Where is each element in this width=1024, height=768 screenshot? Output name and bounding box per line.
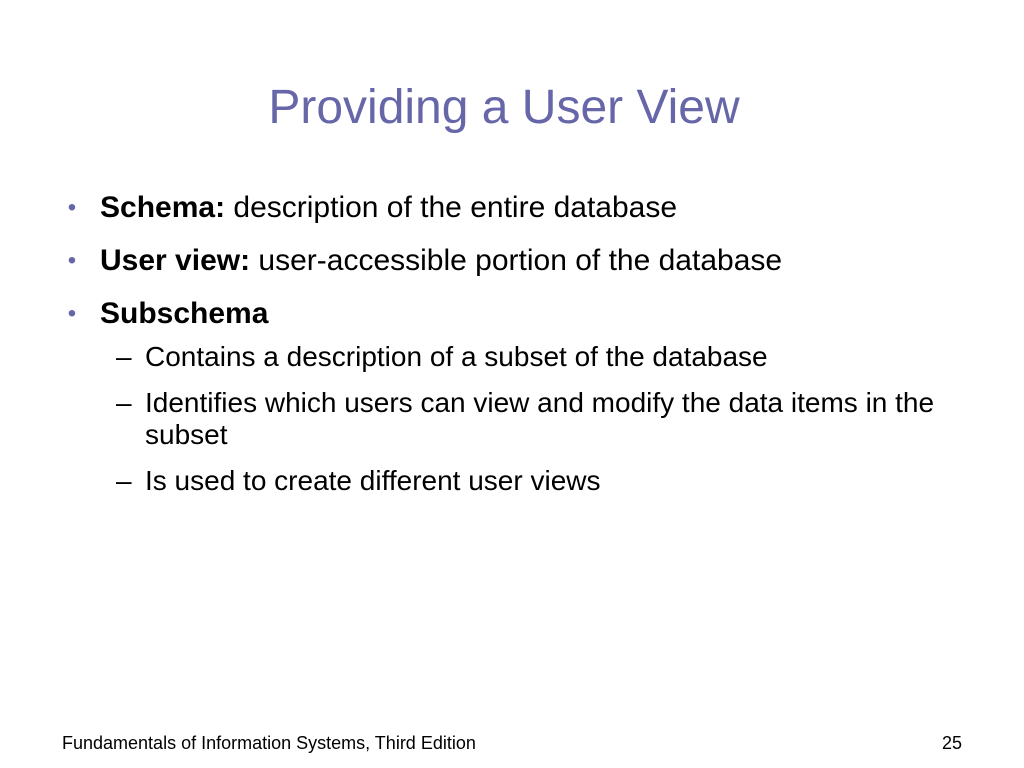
bullet-term: Subschema bbox=[100, 297, 269, 330]
sub-bullet-text: Is used to create different user views bbox=[145, 465, 601, 496]
bullet-user-view bbox=[58, 243, 978, 279]
bullet-marker: • bbox=[67, 247, 77, 274]
bullet-term: Schema: bbox=[100, 191, 226, 224]
bullet-marker: • bbox=[67, 194, 77, 221]
bullet-subschema bbox=[58, 296, 978, 332]
sub-bullet-marker: – bbox=[116, 387, 132, 418]
bullet-marker: • bbox=[67, 300, 77, 327]
sub-bullet-contains bbox=[58, 341, 978, 373]
bullet-text: user-accessible portion of the database bbox=[250, 244, 783, 277]
sub-bullet-identifies bbox=[58, 387, 978, 451]
footer-source: Fundamentals of Information Systems, Third Edition bbox=[62, 733, 476, 753]
bullet-schema bbox=[58, 190, 978, 226]
sub-bullet-used-to-create bbox=[58, 465, 978, 497]
slide-title: Providing a User View bbox=[268, 81, 740, 134]
sub-bullet-list bbox=[58, 341, 978, 497]
page-number: 25 bbox=[941, 733, 962, 753]
sub-bullet-marker: – bbox=[116, 341, 132, 372]
slide-content bbox=[58, 190, 978, 511]
sub-bullet-text: Identifies which users can view and modify the data items in the subset bbox=[145, 387, 935, 450]
sub-bullet-marker: – bbox=[116, 465, 132, 496]
sub-bullet-text: Contains a description of a subset of the database bbox=[145, 341, 768, 372]
bullet-text: description of the entire database bbox=[225, 191, 678, 224]
bullet-term: User view: bbox=[100, 244, 251, 277]
